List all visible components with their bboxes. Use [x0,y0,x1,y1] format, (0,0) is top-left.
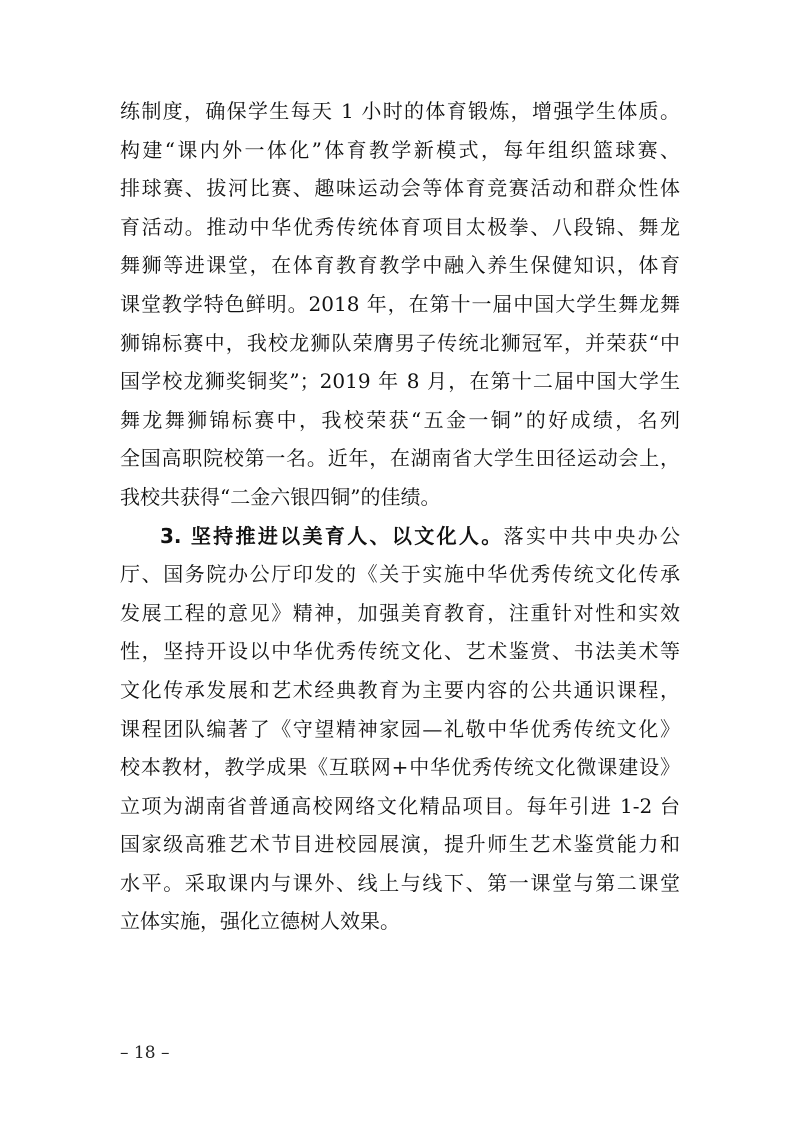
paragraph-physical-education [120,92,680,517]
text-line: 狮锦标赛中，我校龙狮队荣膺男子传统北狮冠军，并荣获“中 [120,330,680,355]
text-line: 水平。采取课内与课外、线上与线下、第一课堂与第二课堂 [120,870,680,895]
text-line: 立体实施，强化立德树人效果。 [120,909,400,934]
text-line: 课程团队编著了《守望精神家园—礼敬中华优秀传统文化》 [120,716,680,741]
text-line: 文化传承发展和艺术经典教育为主要内容的公共通识课程， [120,677,680,702]
page-number: – 18 – [120,1043,170,1063]
body-text [120,92,680,941]
text-line: 全国高职院校第一名。近年，在湖南省大学生田径运动会上， [120,446,680,471]
text-line: 立项为湖南省普通高校网络文化精品项目。每年引进 1-2 台 [120,793,680,818]
text-line: 发展工程的意见》精神，加强美育教育，注重针对性和实效 [120,600,680,625]
text-line: 课堂教学特色鲜明。2018 年，在第十一届中国大学生舞龙舞 [120,291,680,316]
text-line: 我校共获得“二金六银四铜”的佳绩。 [120,484,441,509]
text-line: 国学校龙狮奖铜奖”；2019 年 8 月，在第十二届中国大学生 [120,369,680,394]
text-line: 校本教材，教学成果《互联网+中华优秀传统文化微课建设》 [120,755,680,780]
text-line: 国家级高雅艺术节目进校园展演，提升师生艺术鉴赏能力和 [120,832,680,857]
heading-line [120,517,680,556]
text-line: 练制度，确保学生每天 1 小时的体育锻炼，增强学生体质。 [120,99,680,123]
text-line: 排球赛、拔河比赛、趣味运动会等体育竞赛活动和群众性体 [120,176,680,201]
section-heading: 3. 坚持推进以美育人、以文化人。 [160,523,504,548]
text-line: 育活动。推动中华优秀传统体育项目太极拳、八段锦、舞龙 [120,214,680,239]
heading-line-rest: 落实中共中央办公 [503,523,681,548]
text-line: 性，坚持开设以中华优秀传统文化、艺术鉴赏、书法美术等 [120,639,680,664]
paragraph-aesthetic-education [120,517,680,942]
text-line: 构建“课内外一体化”体育教学新模式，每年组织篮球赛、 [120,137,680,162]
text-line: 舞狮等进课堂，在体育教育教学中融入养生保健知识，体育 [120,253,680,278]
text-line: 厅、国务院办公厅印发的《关于实施中华优秀传统文化传承 [120,562,680,587]
text-line: 舞龙舞狮锦标赛中，我校荣获“五金一铜”的好成绩，名列 [120,407,680,432]
